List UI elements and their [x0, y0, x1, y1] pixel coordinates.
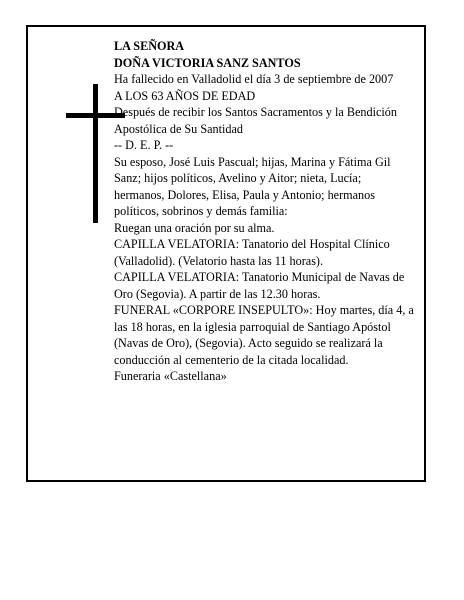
cross-icon — [93, 84, 98, 223]
family-list: Su esposo, José Luis Pascual; hijas, Marina y Fátima Gil Sanz; hijos políticos, Avelino y Aitor; nieta, Lucía; hermanos, Dolores, Elisa, Paula y Antonio; hermanos políticos, sobrinos y demás familia: — [114, 154, 391, 218]
deceased-name: DOÑA VICTORIA SANZ SANTOS — [114, 55, 301, 70]
sacraments-statement: Después de recibir los Santos Sacramentos y la Bendición Apostólica de Su Santidad — [114, 105, 397, 136]
death-statement: Ha fallecido en Valladolid el día 3 de septiembre de 2007 — [114, 72, 394, 86]
obituary-text — [114, 38, 414, 385]
chapel-navas-de-oro: CAPILLA VELATORIA: Tanatorio Municipal de Navas de Oro (Segovia). A partir de las 12.30 horas. — [114, 270, 405, 301]
age-statement: A LOS 63 AÑOS DE EDAD — [114, 88, 256, 103]
notice-title: LA SEÑORA — [114, 39, 185, 53]
funeral-details: FUNERAL «CORPORE INSEPULTO»: Hoy martes, día 4, a las 18 horas, en la iglesia parroquial de Santiago Apóstol (Navas de Oro), (Segovia). Acto seguido se realizará la conducción al cementerio de la citada localidad. — [114, 303, 414, 367]
funeral-home: Funeraria «Castellana» — [114, 369, 227, 383]
prayer-request: Ruegan una oración por su alma. — [114, 220, 275, 235]
chapel-valladolid: CAPILLA VELATORIA: Tanatorio del Hospital Clínico (Valladolid). (Velatorio hasta las 11 horas). — [114, 237, 390, 268]
rip-line: -- D. E. P. -- — [114, 138, 174, 152]
